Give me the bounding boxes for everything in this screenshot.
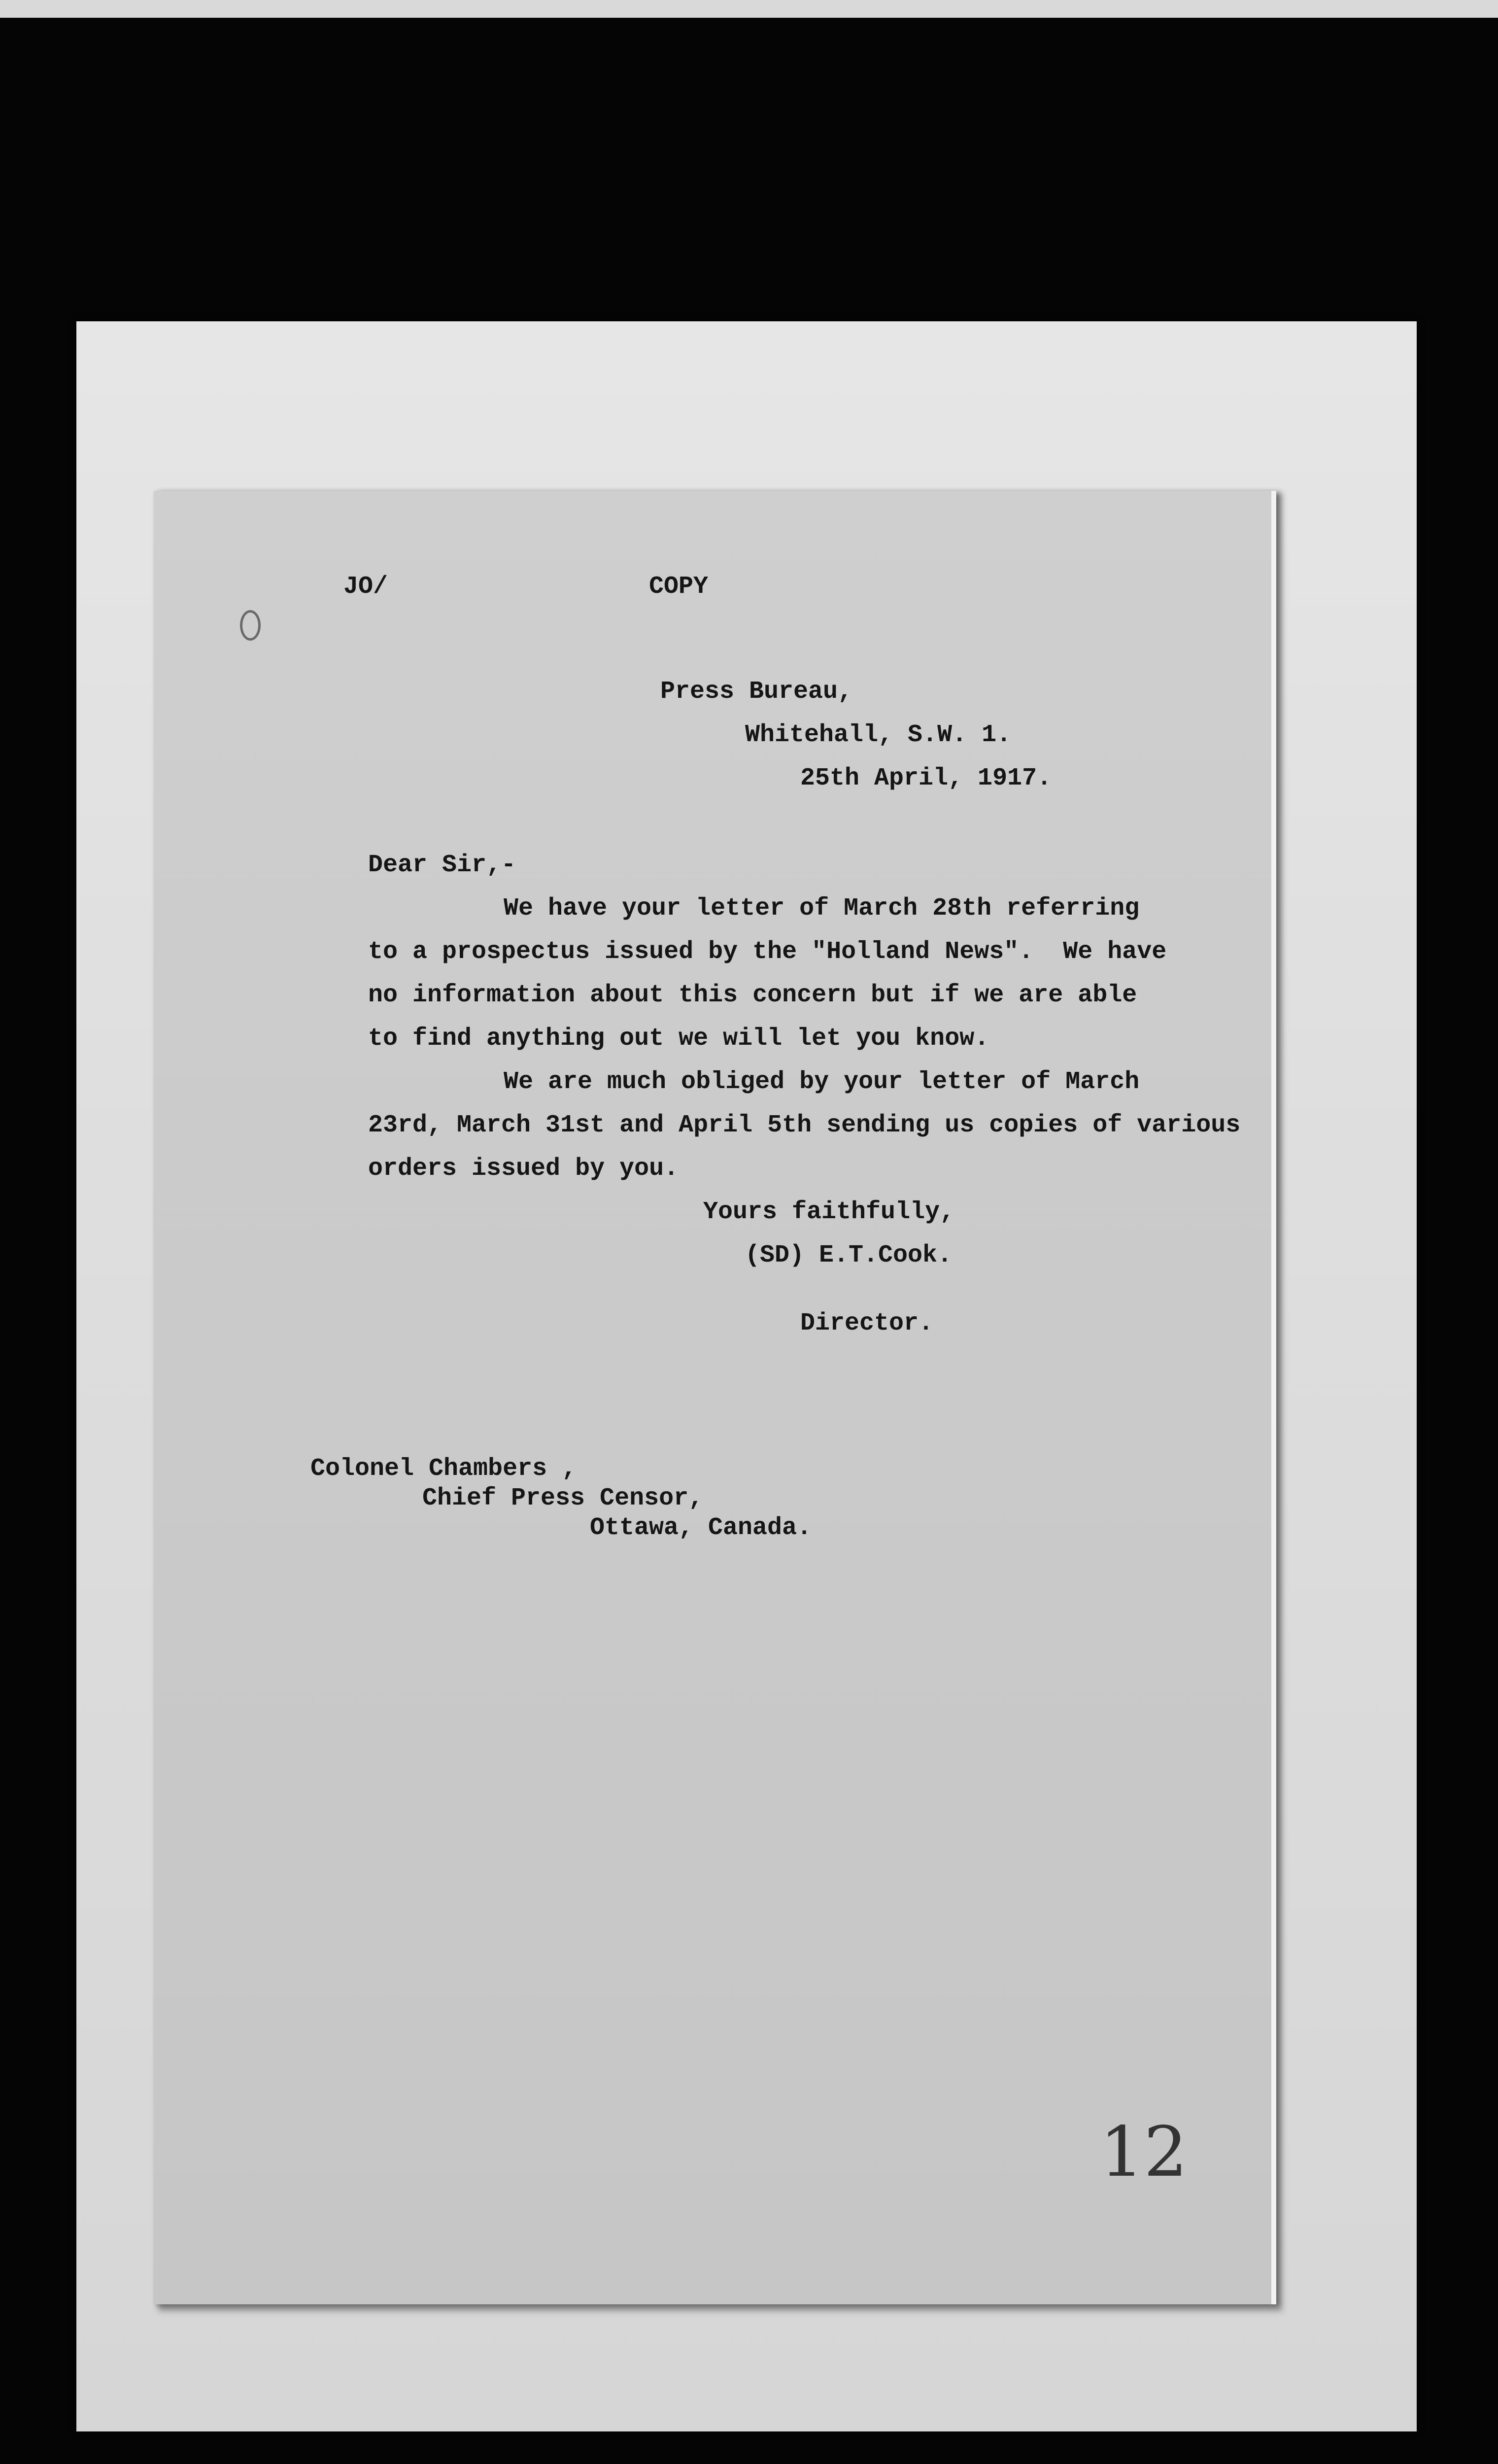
handwritten-page-number: 12 — [1100, 2112, 1188, 2192]
signature: (SD) E.T.Cook. — [745, 1241, 953, 1269]
punch-hole — [240, 610, 261, 641]
recipient-line-3: Ottawa, Canada. — [590, 1514, 812, 1542]
body-line-5: We are much obliged by your letter of March — [504, 1068, 1140, 1096]
body-line-6: 23rd, March 31st and April 5th sending us copies of various — [368, 1111, 1241, 1139]
letter-date: 25th April, 1917. — [800, 764, 1052, 792]
reference-mark: JO/ — [343, 573, 388, 601]
recipient-line-2: Chief Press Censor, — [422, 1484, 704, 1512]
signatory-title: Director. — [800, 1309, 934, 1337]
body-line-2: to a prospectus issued by the "Holland News". We have — [368, 938, 1167, 966]
recipient-line-1: Colonel Chambers , — [310, 1455, 577, 1483]
typed-letter — [154, 491, 1276, 2304]
film-edge — [0, 0, 1498, 18]
copy-mark: COPY — [649, 573, 709, 601]
address-line-1: Press Bureau, — [660, 678, 853, 706]
address-line-2: Whitehall, S.W. 1. — [745, 721, 1012, 749]
salutation: Dear Sir,- — [368, 851, 516, 879]
body-line-3: no information about this concern but if we are able — [368, 981, 1137, 1009]
body-line-4: to find anything out we will let you know. — [368, 1025, 989, 1053]
body-line-7: orders issued by you. — [368, 1155, 679, 1183]
closing: Yours faithfully, — [703, 1198, 955, 1226]
body-line-1: We have your letter of March 28th referring — [504, 894, 1140, 923]
